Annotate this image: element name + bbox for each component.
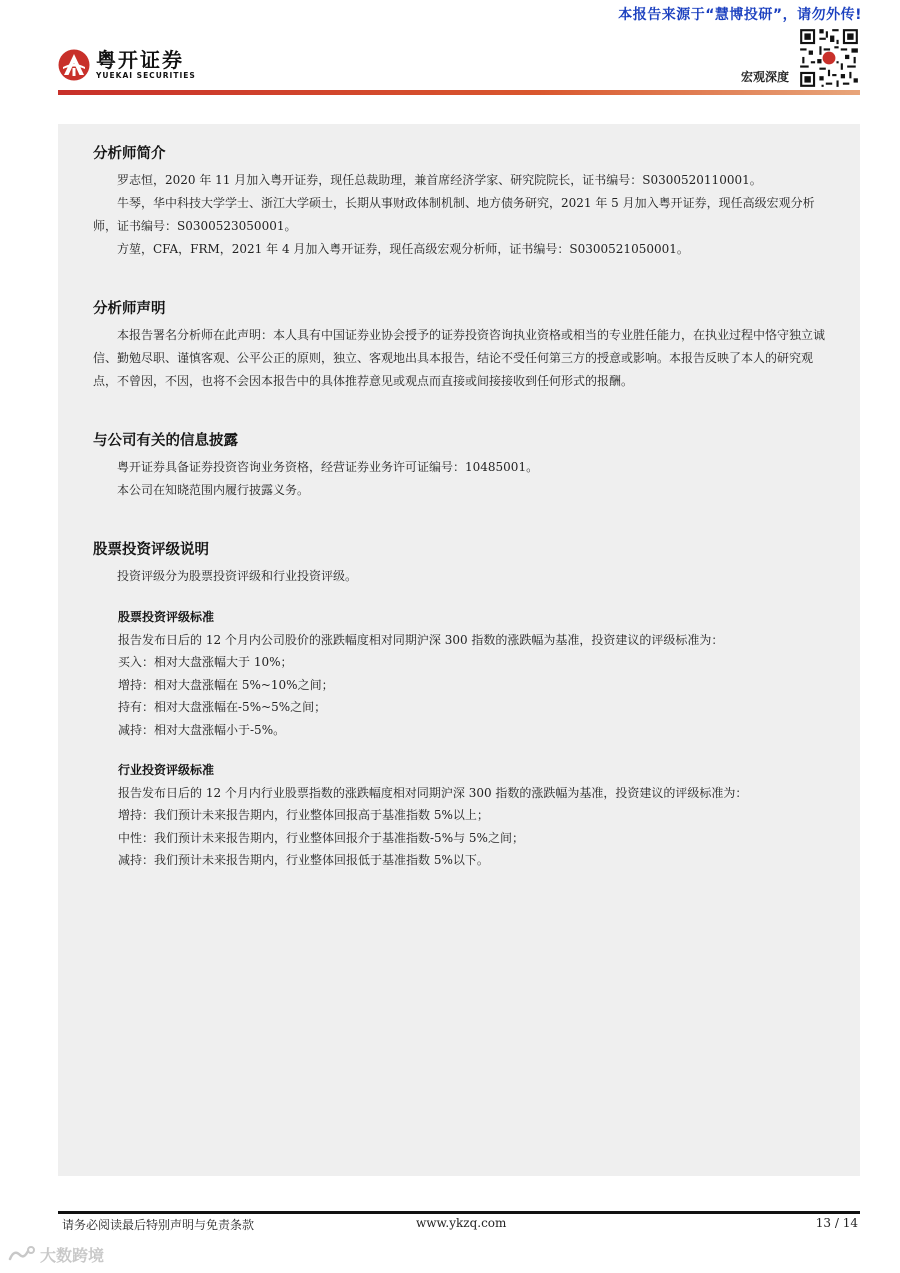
stock-rating-item: 减持：相对大盘涨幅小于-5%。 bbox=[118, 722, 286, 737]
rating-intro: 投资评级分为股票投资评级和行业投资评级。 bbox=[117, 569, 358, 583]
stock-rating-desc: 报告发布日后的 12 个月内公司股价的涨跌幅度相对同期沪深 300 指数的涨跌幅为基准，投资建议的评级标准为： bbox=[118, 632, 724, 647]
watermark-text: 大数跨境 bbox=[40, 1246, 105, 1265]
page-number: 13 / 14 bbox=[815, 1216, 858, 1230]
yuekai-logo-icon bbox=[58, 49, 90, 81]
watermark-logo-icon bbox=[8, 1245, 36, 1265]
stock-rating-item: 买入：相对大盘涨幅大于 10%； bbox=[118, 655, 293, 669]
qr-code-icon bbox=[798, 27, 860, 89]
stock-rating-item: 持有：相对大盘涨幅在-5%~5%之间； bbox=[118, 700, 327, 714]
industry-rating-item: 中性：我们预计未来报告期内，行业整体回报介于基准指数-5%与 5%之间； bbox=[118, 830, 524, 845]
analyst-intro-heading: 分析师简介 bbox=[93, 146, 166, 162]
analyst-intro-paragraph: 方堃，CFA，FRM，2021 年 4 月加入粤开证券，现任高级宏观分析师，证书编号：S0300521050001。 bbox=[117, 242, 689, 256]
analyst-statement-paragraph: 本报告署名分析师在此声明：本人具有中国证券业协会授予的证券投资咨询执业资格或相当的专业胜任能力，在执业过程中恪守独立诚信、勤勉尽职、谨慎客观、公平公正的原则，独立、客观地出具本报告，结论不受任何第三方的授意或影响。本报告反映了本人的研究观点，不曾因，不因，也将不会因本报告中的具体推荐意见或观点而直接或间接接收到任何形式的报酬。 bbox=[93, 328, 826, 388]
industry-rating-item: 增持：我们预计未来报告期内，行业整体回报高于基准指数 5%以上； bbox=[118, 808, 489, 822]
analyst-intro-paragraph: 罗志恒，2020 年 11 月加入粤开证券，现任总裁助理，兼首席经济学家、研究院院长，证书编号：S0300520110001。 bbox=[117, 173, 762, 187]
disclosure-paragraph: 粤开证券具备证券投资咨询业务资格，经营证券业务许可证编号：10485001。 bbox=[117, 460, 539, 474]
footer-website: www.ykzq.com bbox=[416, 1216, 507, 1230]
industry-rating-heading: 行业投资评级标准 bbox=[118, 763, 215, 777]
stock-rating-heading: 股票投资评级标准 bbox=[118, 610, 215, 624]
industry-rating-desc: 报告发布日后的 12 个月内行业股票指数的涨跌幅度相对同期沪深 300 指数的涨跌幅为基准，投资建议的评级标准为： bbox=[118, 785, 748, 800]
disclosure-heading: 与公司有关的信息披露 bbox=[93, 433, 238, 449]
source-notice: 本报告来源于“慧博投研”，请勿外传! bbox=[618, 7, 862, 23]
disclosure-paragraph: 本公司在知晓范围内履行披露义务。 bbox=[117, 483, 310, 497]
report-type-label: 宏观深度 bbox=[740, 70, 789, 84]
footer-divider bbox=[58, 1211, 860, 1214]
logo-english-name: YUEKAI SECURITIES bbox=[96, 71, 196, 81]
stock-rating-item: 增持：相对大盘涨幅在 5%~10%之间； bbox=[118, 677, 334, 692]
analyst-statement-heading: 分析师声明 bbox=[93, 301, 166, 317]
footer-disclaimer: 请务必阅读最后特别声明与免责条款 bbox=[62, 1218, 255, 1232]
analyst-intro-paragraph: 牛琴，华中科技大学学士、浙江大学硕士，长期从事财政体制机制、地方债务研究，2021 年 5 月加入粤开证券，现任高级宏观分析师，证书编号：S0300523050001。 bbox=[93, 196, 815, 233]
content-panel bbox=[58, 124, 860, 1176]
industry-rating-item: 减持：我们预计未来报告期内，行业整体回报低于基准指数 5%以下。 bbox=[118, 853, 489, 867]
header-divider bbox=[58, 90, 860, 95]
company-logo bbox=[58, 48, 196, 82]
watermark bbox=[8, 1243, 104, 1266]
rating-heading: 股票投资评级说明 bbox=[93, 542, 209, 558]
logo-chinese-name: 粤开证券 bbox=[96, 48, 184, 73]
